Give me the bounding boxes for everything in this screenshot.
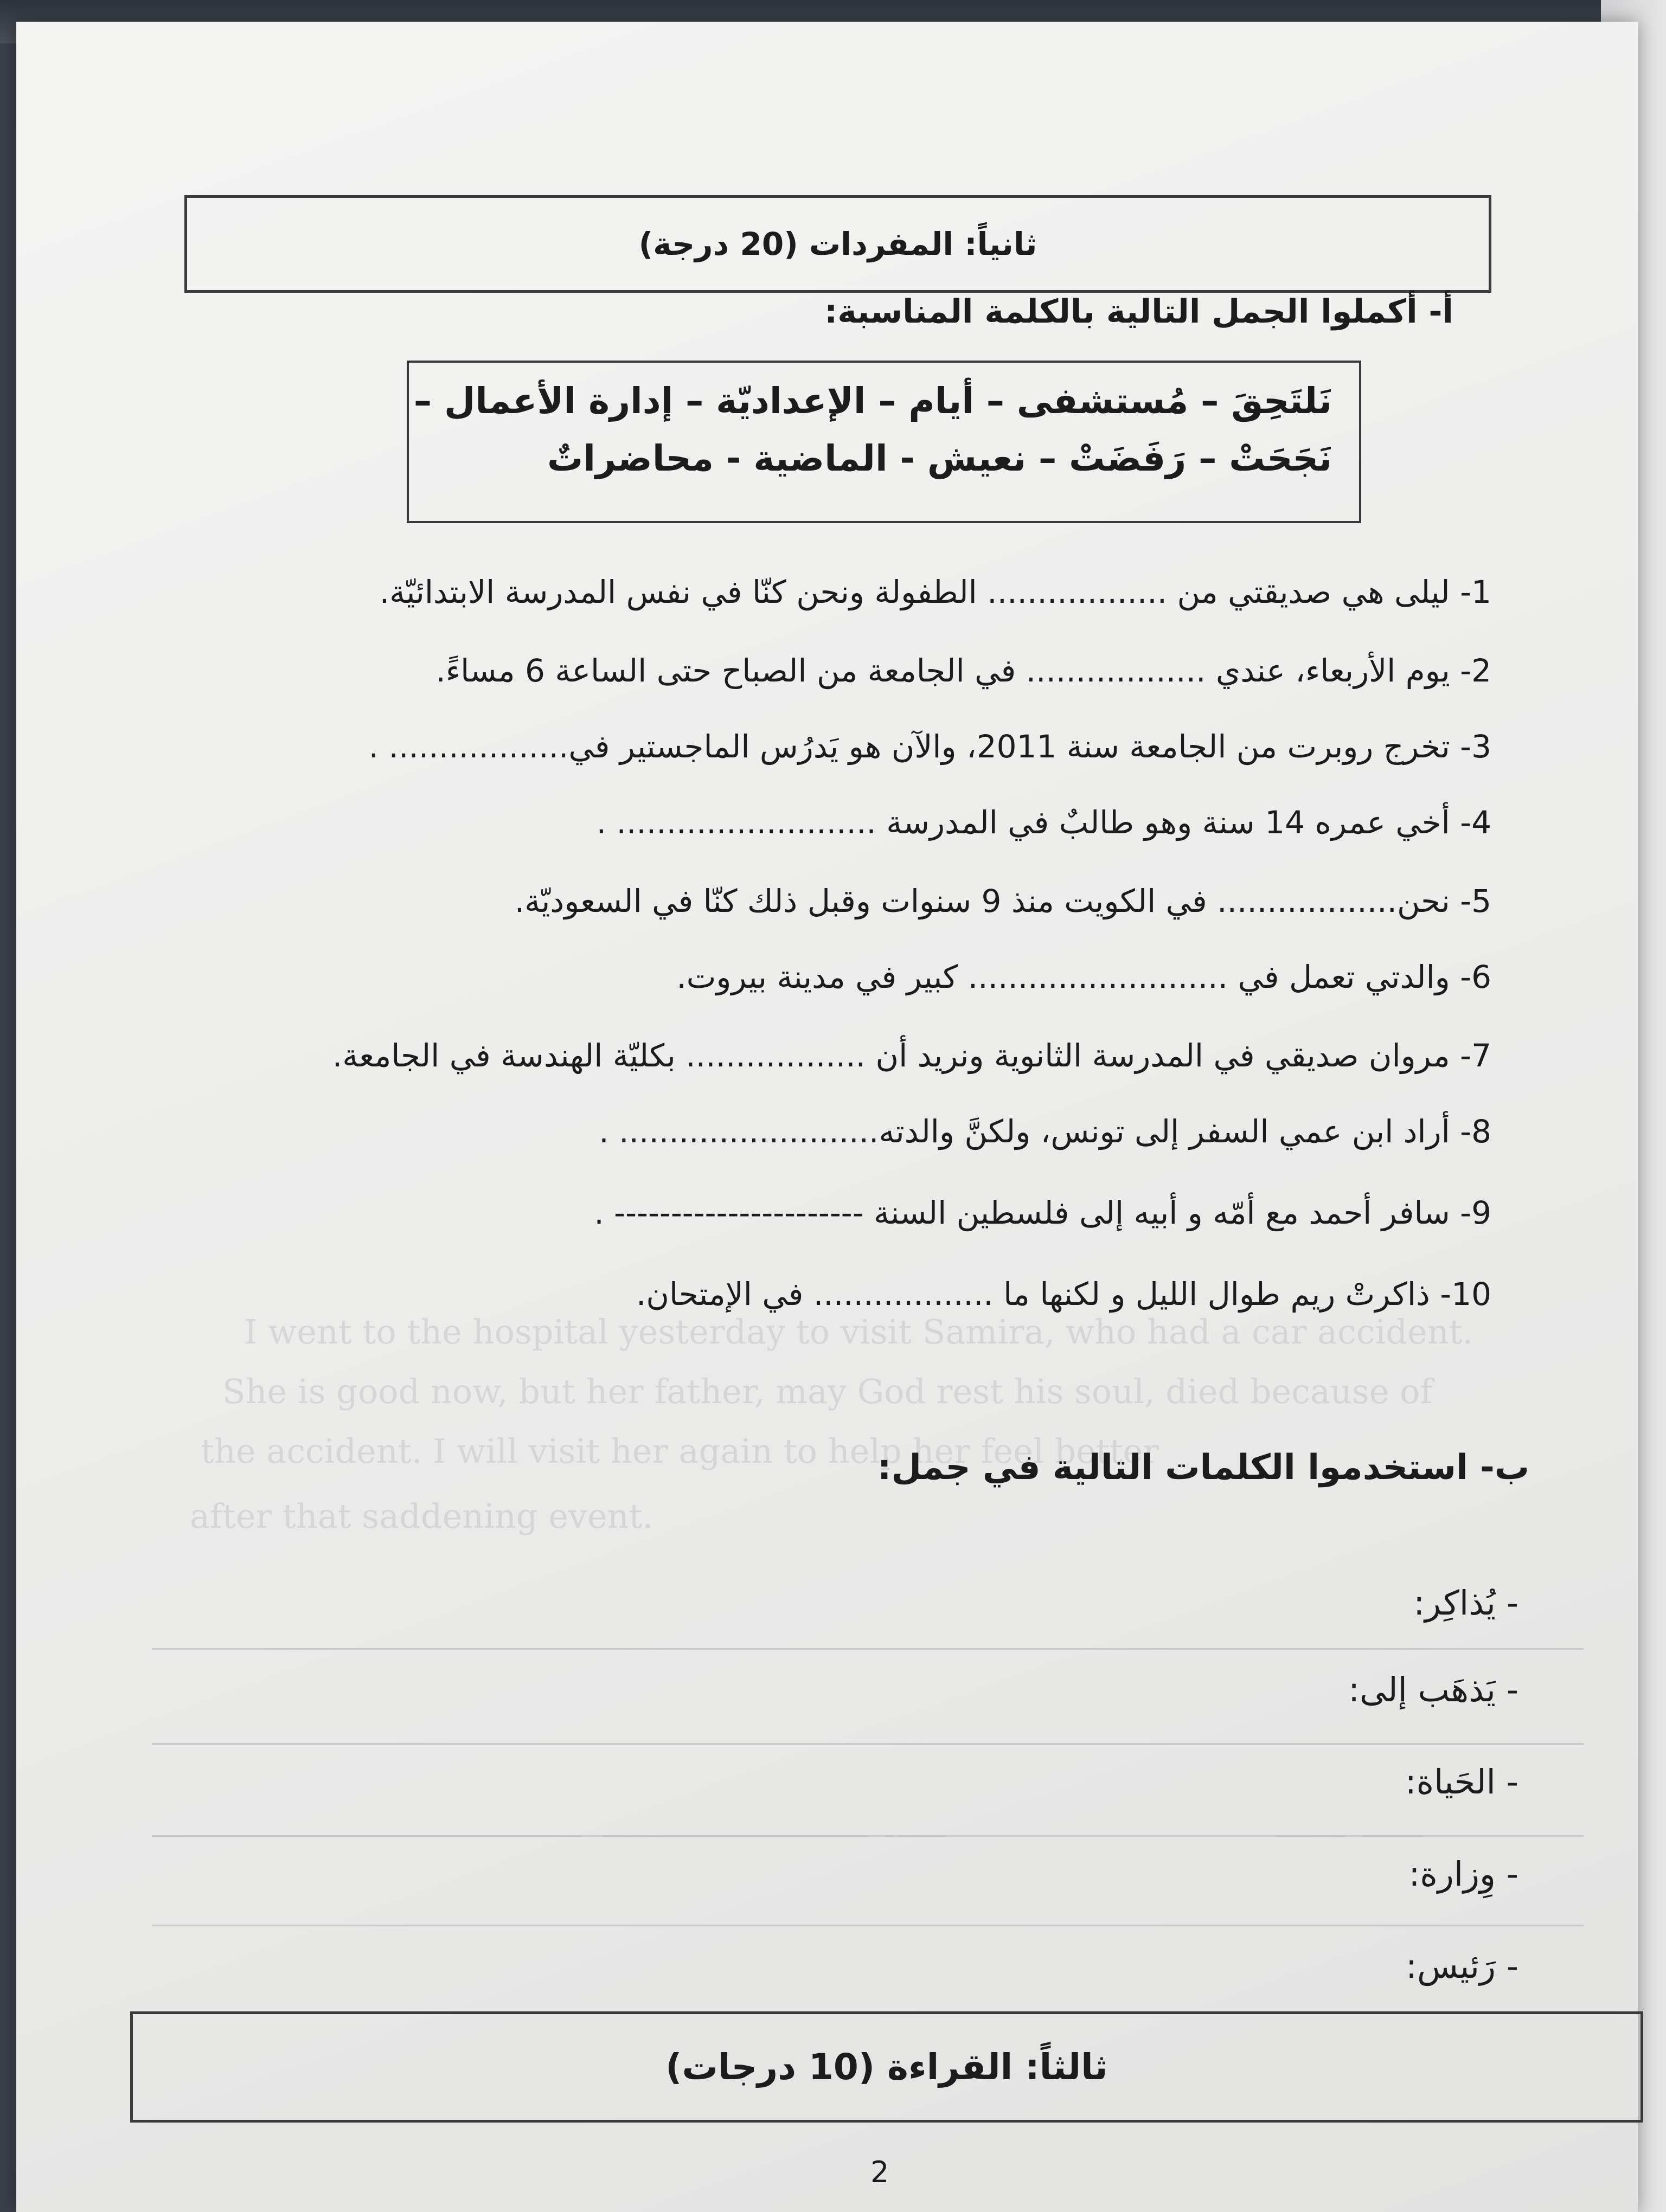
section-title-reading-text: ثالثاً: القراءة (10 درجات) xyxy=(665,2046,1108,2088)
section-title-vocabulary-text: ثانياً: المفردات (20 درجة) xyxy=(638,226,1037,262)
section-title-vocabulary xyxy=(184,195,1491,293)
vocab-word-4: - وِزارة: xyxy=(1408,1854,1518,1894)
part-a-heading: أ- أكملوا الجمل التالية بالكلمة المناسبة: xyxy=(824,293,1453,331)
page-content xyxy=(16,22,1638,2212)
answer-line xyxy=(152,1648,1584,1650)
vocab-word-2: - يَذهَب إلى: xyxy=(1348,1670,1518,1709)
fill-in-item-2: 2- يوم الأربعاء، عندي .................. في الجامعة من الصباح حتى الساعة 6 مساءً. xyxy=(435,652,1491,689)
fill-in-item-3: 3- تخرج روبرت من الجامعة سنة 2011، والآن هو يَدرُس الماجستير في.................. . xyxy=(368,728,1491,765)
show-through-text: after that saddening event. xyxy=(190,1496,653,1536)
vocab-word-1: - يُذاكِر: xyxy=(1413,1583,1518,1623)
fill-in-item-9: 9- سافر أحمد مع أمّه و أبيه إلى فلسطين السنة ---------------------- . xyxy=(594,1194,1491,1231)
fill-in-item-8: 8- أراد ابن عمي السفر إلى تونس، ولكنَّ والدته.......................... . xyxy=(599,1113,1491,1150)
section-title-reading xyxy=(130,2011,1643,2123)
fill-in-item-1: 1- ليلى هي صديقتي من .................. الطفولة ونحن كنّا في نفس المدرسة الابتدائيّة. xyxy=(379,574,1491,610)
word-bank-line: نَلتَحِقَ – مُستشفى – أيام – الإعداديّة – إدارة الأعمال – xyxy=(414,380,1332,422)
answer-line xyxy=(152,1925,1584,1926)
word-bank-line: نَجَحَتْ – رَفَضَتْ – نعيش - الماضية - محاضراتٌ xyxy=(547,437,1332,479)
vocab-word-5: - رَئيس: xyxy=(1406,1946,1518,1986)
exam-sheet xyxy=(16,22,1638,2212)
word-bank xyxy=(407,361,1361,523)
fill-in-item-5: 5- نحن.................. في الكويت منذ 9 سنوات وقبل ذلك كنّا في السعوديّة. xyxy=(514,883,1491,919)
vocab-word-3: - الحَياة: xyxy=(1405,1762,1518,1802)
answer-line xyxy=(152,1835,1584,1837)
answer-line xyxy=(152,1743,1584,1745)
fill-in-item-7: 7- مروان صديقي في المدرسة الثانوية ونريد أن .................. بكليّة الهندسة في الجامعة. xyxy=(332,1037,1491,1074)
fill-in-item-10: 10- ذاكرتْ ريم طوال الليل و لكنها ما .................. في الإمتحان. xyxy=(636,1276,1491,1313)
fill-in-item-6: 6- والدتي تعمل في .......................... كبير في مدينة بيروت. xyxy=(676,959,1491,995)
show-through-text: I went to the hospital yesterday to visit Samira, who had a car accident. xyxy=(244,1312,1473,1352)
fill-in-item-4: 4- أخي عمره 14 سنة وهو طالبٌ في المدرسة .......................... . xyxy=(596,804,1491,841)
part-b-heading: ب- استخدموا الكلمات التالية في جمل: xyxy=(877,1448,1529,1488)
show-through-text: She is good now, but her father, may God rest his soul, died because of xyxy=(222,1372,1433,1411)
show-through-text: the accident. I will visit her again to help her feel better xyxy=(201,1431,1159,1471)
page-number: 2 xyxy=(870,2155,889,2189)
